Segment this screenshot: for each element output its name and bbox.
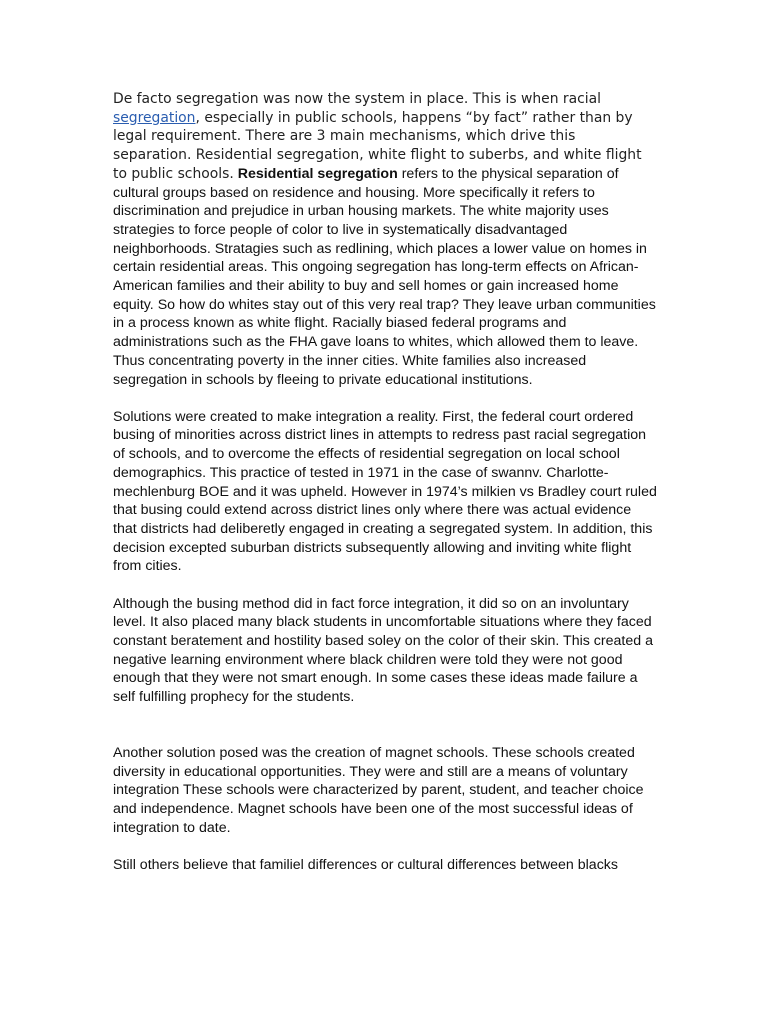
residential-segregation-term: Residential segregation bbox=[237, 165, 398, 182]
intro-text-start: De facto segregation was now the system in place. This is when racial bbox=[113, 91, 602, 107]
paragraph-de-facto-segregation bbox=[113, 90, 658, 389]
paragraph-magnet-schools: Another solution posed was the creation of magnet schools. These schools created diversity in educational opportunities. They were and still are a means of voluntary integration These schools were characterized by parent, student, and teacher choice and independence. Magnet schools have been one of the most successful ideas of integration to date. bbox=[113, 744, 644, 836]
intro-text-rest: , especially in public schools, happens “by fact” rather than by legal requirement. There are 3 main mechanisms, which drive this separation. Residential segregation, white flight to suberbs, and white flight to public schools. bbox=[113, 109, 642, 182]
document-page bbox=[113, 90, 658, 875]
paragraph-busing-critique: Although the busing method did in fact force integration, it did so on an involuntary level. It also placed many black students in uncomfortable situations where they faced constant beratement and hostility based soley on the color of their skin. This created a negative learning environment where black children were told they were not good enough that they were not smart enough. In some cases these ideas made failure a self fulfilling prophecy for the students. bbox=[113, 595, 653, 706]
paragraph-busing-solutions: Solutions were created to make integration a reality. First, the federal court ordered busing of minorities across district lines in attempts to redress past racial segregation of schools, and to overcome the effects of residential segregation on local school demographics. This practice of tested in 1971 in the case of swannv. Charlotte-mechlenburg BOE and it was upheld. However in 1974’s milkien vs Bradley court ruled that busing could extend across district lines only where there was actual evidence that districts had deliberetly engaged in creating a segregated system. In addition, this decision excepted suburban districts subsequently allowing and inviting white flight from cities. bbox=[113, 408, 657, 575]
residential-segregation-body: refers to the physical separation of cultural groups based on residence and housing. More specifically it refers to discrimination and prejudice in urban housing markets. The white majority uses strategies to force people of color to live in systematically disadvantaged neighborhoods. Stratagies such as redlining, which places a lower value on homes in certain residential areas. This ongoing segregation has long-term effects on African-American families and their ability to buy and sell homes or gain increased home equity. So how do whites stay out of this very real trap? They leave urban communities in a process known as white flight. Racially biased federal programs and administrations such as the FHA gave loans to whites, which allowed them to leave. Thus concentrating poverty in the inner cities. White families also increased segregation in schools by fleeing to private educational institutions. bbox=[113, 165, 656, 388]
segregation-link[interactable]: segregation bbox=[113, 109, 196, 126]
paragraph-cultural-differences: Still others believe that familiel differences or cultural differences between blacks bbox=[113, 856, 618, 873]
